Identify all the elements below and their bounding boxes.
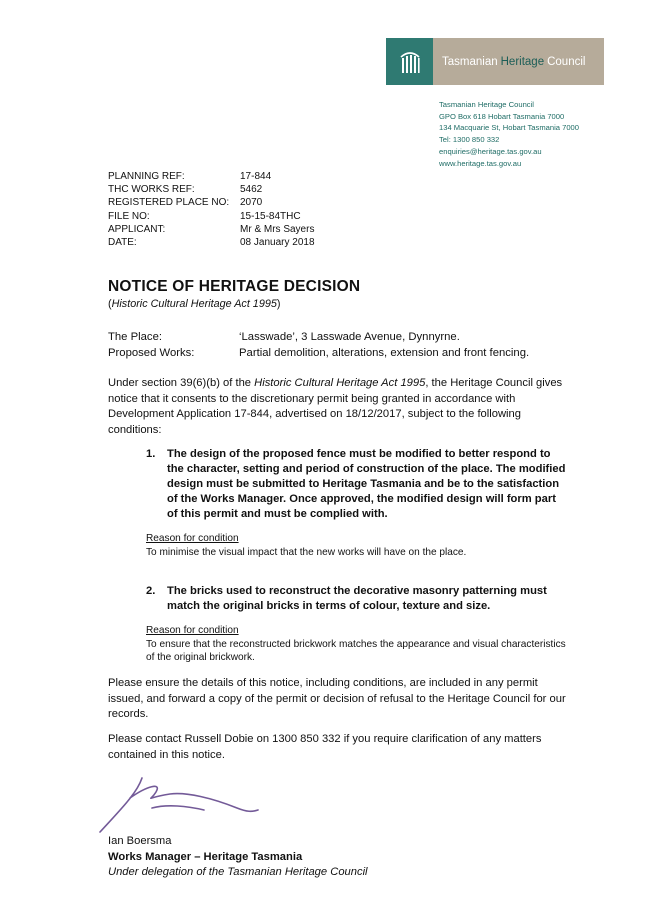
condition: [146, 584, 566, 614]
organisation-logo: [386, 38, 604, 85]
address-line: 134 Macquarie St, Hobart Tasmania 7000: [439, 123, 580, 133]
reference-row: [108, 183, 315, 196]
intro-text: Under section 39(6)(b) of the: [108, 377, 255, 389]
reference-label: THC WORKS REF:: [108, 184, 195, 196]
condition-reason: [146, 532, 566, 559]
reason-label: Reason for condition: [146, 533, 239, 545]
act-name: Historic Cultural Heritage Act 1995: [111, 298, 277, 310]
reference-row: [108, 223, 315, 236]
signer-name: Ian Boersma: [108, 835, 172, 847]
reference-label: APPLICANT:: [108, 223, 166, 235]
place-details: [108, 330, 529, 361]
place-label: The Place:: [108, 331, 163, 343]
address-website: www.heritage.tas.gov.au: [439, 158, 522, 168]
logo-wordmark: [433, 38, 604, 85]
works-value: Partial demolition, alterations, extension and front fencing.: [239, 346, 530, 359]
logo-word-2: Heritage: [500, 55, 545, 68]
signer-role: Works Manager – Heritage Tasmania: [108, 850, 303, 863]
closing-paragraph: Please ensure the details of this notice, including conditions, are included in any permit issued, and forward a copy of the permit or decision of refusal to the Heritage Council for our records.: [108, 677, 566, 721]
logo-word-1: Tasmanian: [442, 55, 498, 68]
address-line: Tel: 1300 850 332: [439, 135, 500, 145]
reference-label: DATE:: [108, 237, 137, 249]
condition-number: 2.: [146, 585, 156, 597]
act-reference: [108, 298, 280, 310]
place-value: ‘Lasswade’, 3 Lasswade Avenue, Dynnyrne.: [239, 331, 460, 343]
heritage-columns-icon: [386, 38, 433, 85]
reference-label: REGISTERED PLACE NO:: [108, 197, 230, 209]
intro-text-continued: , the Heritage Council gives notice that it consents to the discretionary permit being granted in accordance with Development Application 17-844, advertised on 18/12/2017, subject to the following conditions:: [108, 377, 563, 436]
reference-row: [108, 210, 315, 223]
reason-text: To ensure that the reconstructed brickwork matches the appearance and visual characteristics of the original brickwork.: [146, 638, 566, 664]
address-line: GPO Box 618 Hobart Tasmania 7000: [439, 111, 565, 121]
signature-icon: [92, 768, 262, 834]
reason-label: Reason for condition: [146, 625, 239, 637]
condition-reason: [146, 624, 566, 665]
condition-item: [146, 447, 566, 559]
reference-block: [108, 170, 315, 249]
address-line: Tasmanian Heritage Council: [439, 100, 534, 109]
decision-paragraph: [108, 376, 568, 438]
reference-value: 2070: [240, 197, 263, 209]
works-row: [108, 346, 529, 362]
reference-value: 15-15-84THC: [240, 210, 301, 222]
contact-paragraph: Please contact Russell Dobie on 1300 850 332 if you require clarification of any matters contained in this notice.: [108, 733, 542, 761]
signer-delegation: Under delegation of the Tasmanian Heritage Council: [108, 866, 368, 879]
intro-act-name: Historic Cultural Heritage Act 1995: [254, 377, 426, 389]
council-address: [439, 99, 579, 169]
reference-value: Mr & Mrs Sayers: [240, 223, 315, 235]
condition-item: [146, 584, 566, 665]
reference-value: 5462: [240, 184, 263, 196]
reference-value: 08 January 2018: [240, 237, 315, 249]
condition-number: 1.: [146, 448, 156, 460]
reference-row: [108, 196, 315, 209]
paren-close: ): [276, 298, 281, 310]
address-email: enquiries@heritage.tas.gov.au: [439, 146, 542, 156]
condition-text: The bricks used to reconstruct the decorative masonry patterning must match the original bricks in terms of colour, texture and size.: [167, 585, 547, 613]
reference-row: [108, 236, 315, 249]
condition-text: The design of the proposed fence must be modified to better respond to the character, setting and period of construction of the place. The modified design must be submitted to Heritage Tasmania and be to the satisfaction of the Works Manager. Once approved, the modified design will form part of this permit and must be complied with.: [167, 448, 566, 521]
logo-word-3: Council: [547, 55, 586, 68]
signer-block: [108, 834, 368, 881]
reference-label: PLANNING REF:: [108, 171, 185, 182]
place-row: [108, 330, 529, 346]
works-label: Proposed Works:: [108, 346, 195, 359]
paren-open: (: [108, 298, 112, 310]
condition: [146, 447, 566, 522]
reference-label: FILE NO:: [108, 210, 150, 222]
reference-value: 17-844: [240, 171, 272, 182]
reference-row: [108, 170, 315, 183]
reason-text: To minimise the visual impact that the new works will have on the place.: [146, 546, 467, 558]
notice-title: NOTICE OF HERITAGE DECISION: [108, 278, 361, 295]
